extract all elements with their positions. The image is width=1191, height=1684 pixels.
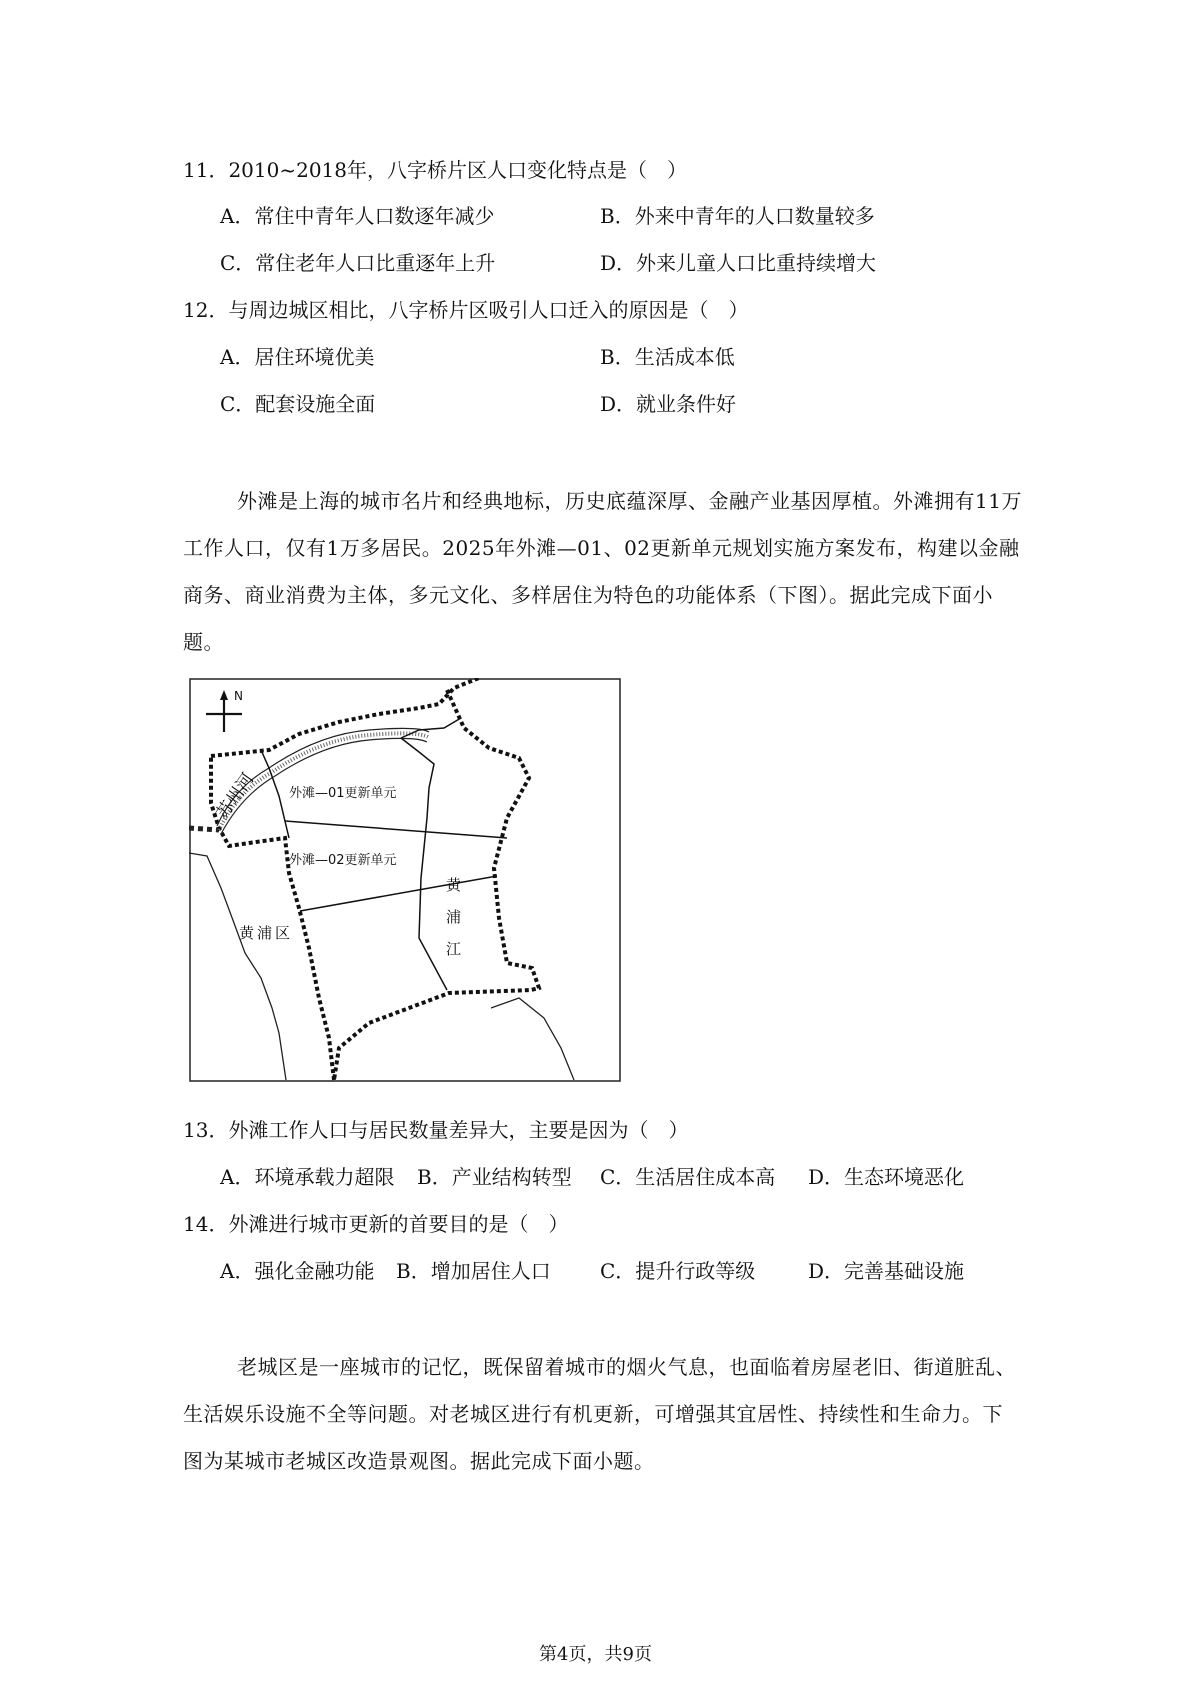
- huangpu-river-label-3: 江: [446, 940, 462, 958]
- question-12-option-c: C．配套设施全面: [220, 392, 376, 416]
- question-14-stem: 14．外滩进行城市更新的首要目的是（ ）: [183, 1212, 569, 1236]
- question-11-option-c: C．常住老年人口比重逐年上升: [220, 251, 496, 275]
- passage-bund-text: 外滩是上海的城市名片和经典地标，历史底蕴深厚、金融产业基因厚植。外滩拥有11万工作人口，仅有1万多居民。2025年外滩—01、02更新单元规划实施方案发布，构建以金融商务、商业消费为主体，多元文化、多样居住为特色的功能体系（下图）。据此完成下面小题。: [183, 489, 1022, 654]
- question-13-option-c: C．生活居住成本高: [600, 1165, 776, 1189]
- question-14-option-d: D．完善基础设施: [808, 1259, 965, 1283]
- north-label: N: [234, 689, 243, 703]
- huangpu-district-label: 黄浦区: [239, 924, 294, 942]
- question-13-stem: 13．外滩工作人口与居民数量差异大，主要是因为（ ）: [183, 1118, 689, 1142]
- question-12-option-a: A．居住环境优美: [220, 345, 375, 369]
- bund-renewal-map: [189, 678, 621, 1082]
- question-13-option-a: A．环境承载力超限: [220, 1165, 395, 1189]
- question-12-stem: 12．与周边城区相比，八字桥片区吸引人口迁入的原因是（ ）: [183, 298, 749, 322]
- question-14-option-c: C．提升行政等级: [600, 1259, 756, 1283]
- question-14-option-b: B．增加居住人口: [396, 1259, 551, 1283]
- question-12-option-d: D．就业条件好: [600, 392, 737, 416]
- question-11-option-a: A．常住中青年人口数逐年减少: [220, 204, 495, 228]
- map-frame: [190, 679, 620, 1081]
- suzhou-creek-label: 苏州河: [212, 769, 259, 823]
- huangpu-river-label-2: 浦: [446, 908, 462, 926]
- passage-bund: [183, 478, 1023, 666]
- question-11-option-b: B．外来中青年的人口数量较多: [600, 204, 875, 228]
- question-11-stem: 11．2010~2018年，八字桥片区人口变化特点是（ ）: [183, 158, 688, 182]
- huangpu-river-label-1: 黄: [446, 876, 462, 894]
- question-14-option-a: A．强化金融功能: [220, 1259, 375, 1283]
- question-13-option-d: D．生态环境恶化: [808, 1165, 965, 1189]
- question-11-option-d: D．外来儿童人口比重持续增大: [600, 251, 877, 275]
- question-13-option-b: B．产业结构转型: [417, 1165, 572, 1189]
- question-12-option-b: B．生活成本低: [600, 345, 735, 369]
- passage-old-town: [183, 1344, 1023, 1485]
- passage-old-town-text: 老城区是一座城市的记忆，既保留着城市的烟火气息，也面临着房屋老旧、街道脏乱、生活娱乐设施不全等问题。对老城区进行有机更新，可增强其宜居性、持续性和生命力。下图为某城市老城区改造景观图。据此完成下面小题。: [183, 1355, 1016, 1473]
- unit-01-label: 外滩—01更新单元: [289, 786, 397, 801]
- page-footer: 第4页，共9页: [539, 1644, 652, 1665]
- unit-02-label: 外滩—02更新单元: [289, 853, 397, 868]
